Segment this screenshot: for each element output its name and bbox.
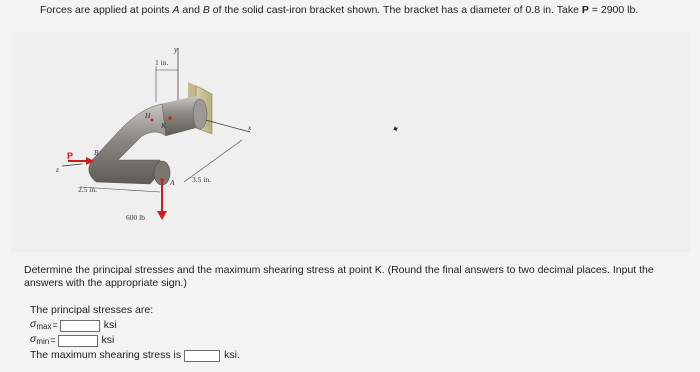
point-h-marker [151, 119, 154, 122]
shear-row [30, 348, 240, 363]
bracket-drawing [10, 32, 690, 252]
problem-text-4: = 2900 lb. [588, 4, 639, 16]
sigma-min-input[interactable] [58, 335, 98, 347]
point-k-marker [168, 116, 172, 120]
label-p: P [67, 151, 74, 161]
label-1in: 1 in. [155, 58, 169, 67]
label-3-5in: 3.5 in. [192, 175, 211, 184]
point-a-marker [160, 178, 163, 181]
sigma-max-input[interactable] [60, 320, 100, 332]
problem-text-2: and [179, 4, 203, 16]
label-z: z [56, 165, 59, 174]
shear-unit: ksi. [224, 349, 240, 361]
problem-statement [40, 4, 680, 17]
problem-text-1: Forces are applied at points [40, 4, 173, 16]
sigma-max-unit: ksi [103, 319, 117, 331]
sigma-min-row [30, 333, 240, 348]
point-a-label: A [172, 4, 180, 16]
shear-input[interactable] [184, 350, 220, 362]
wall-end-cap [193, 99, 207, 129]
sigma-max-row [30, 318, 240, 333]
question-text: Determine the principal stresses and the maximum shearing stress at point K. (Round the final answers to two decimal places. Input the answers with the appropriate sign.) [24, 264, 654, 289]
label-h: H [145, 111, 151, 120]
label-a: A [170, 178, 175, 187]
sigma-min-unit: ksi [101, 334, 115, 346]
label-k: K [161, 121, 167, 130]
sigma-min-equals: = [50, 335, 56, 345]
force-600-arrowhead [157, 211, 167, 220]
sigma-max-equals: = [52, 320, 58, 330]
point-b-label: B [202, 4, 210, 16]
z-axis-line [62, 164, 82, 166]
answer-section [30, 303, 240, 363]
mouse-cursor-icon: ✦ [390, 123, 401, 136]
p-label: P [581, 4, 589, 16]
label-x: x [248, 123, 252, 132]
label-2-5in: 2.5 in. [78, 185, 97, 194]
label-b: B [94, 148, 99, 157]
problem-text-3: of the solid cast-iron bracket shown. The bracket has a diameter of 0.8 in. Take [209, 4, 582, 16]
bracket-figure [10, 32, 690, 252]
answers-heading: The principal stresses are: [30, 304, 154, 316]
sigma-min-symbol: $\sigma_{min}$ [30, 333, 50, 346]
label-y: y [174, 45, 178, 54]
sigma-max-symbol: $\sigma_{max}$ [30, 318, 52, 331]
label-600lb: 600 lb [126, 213, 145, 222]
shear-label: The maximum shearing stress is [30, 349, 182, 361]
